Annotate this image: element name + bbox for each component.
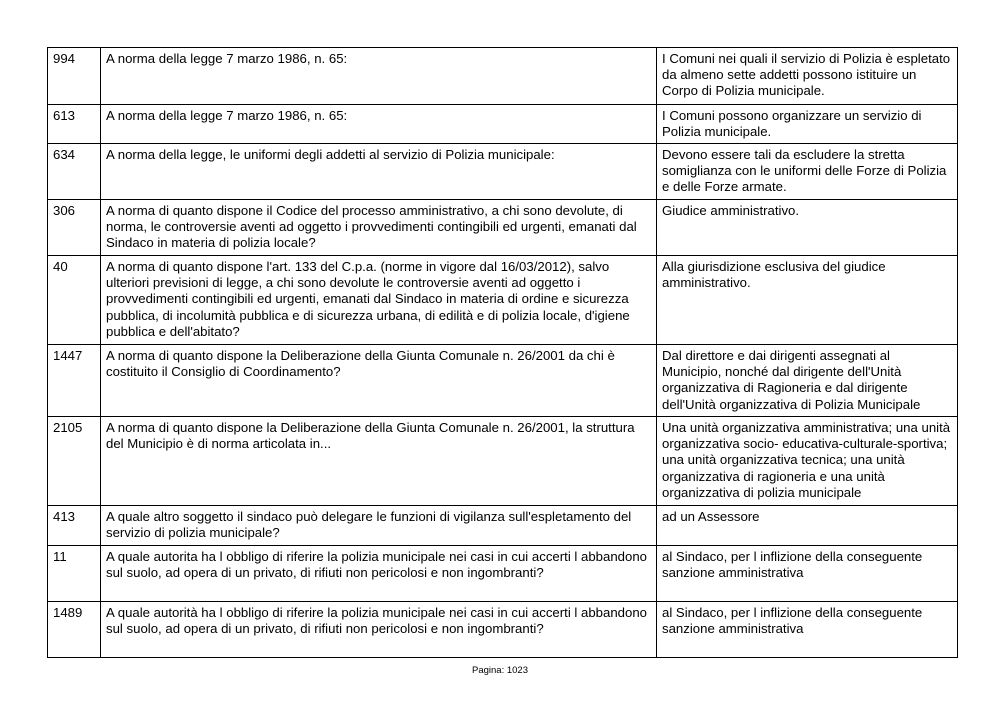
question-id: 613: [48, 105, 101, 144]
table-row: [48, 144, 958, 200]
answer-text: I Comuni possono organizzare un servizio di Polizia municipale.: [657, 105, 958, 144]
answer-text: Giudice amministrativo.: [657, 200, 958, 256]
question-text: A norma di quanto dispone l'art. 133 del C.p.a. (norme in vigore dal 16/03/2012), salvo ulteriori previsioni di legge, a chi sono devolute le controversie aventi ad oggetto i provvedimenti contingibili ed urgenti, emanati dal Sindaco in materia di ordine e sicurezza pubblica, di incolumità pubblica e di sicurezza urbana, di edilità e di polizia locale, d'igiene pubblica e dell'abitato?: [101, 256, 657, 345]
table-row: [48, 345, 958, 417]
question-id: 1447: [48, 345, 101, 417]
table-row: [48, 602, 958, 658]
question-id: 2105: [48, 417, 101, 506]
question-text: A norma della legge 7 marzo 1986, n. 65:: [101, 48, 657, 105]
answer-text: al Sindaco, per l inflizione della conseguente sanzione amministrativa: [657, 546, 958, 602]
question-id: 306: [48, 200, 101, 256]
table-row: [48, 48, 958, 105]
question-id: 413: [48, 506, 101, 546]
table-row: [48, 256, 958, 345]
answer-text: ad un Assessore: [657, 506, 958, 546]
question-table: [47, 47, 958, 658]
question-text: A norma di quanto dispone il Codice del processo amministrativo, a chi sono devolute, di norma, le controversie aventi ad oggetto i provvedimenti contingibili ed urgenti, emanati dal Sindaco in materia di polizia locale?: [101, 200, 657, 256]
question-text: A quale autorita ha l obbligo di riferire la polizia municipale nei casi in cui accerti l abbandono sul suolo, ad opera di un privato, di rifiuti non pericolosi e non ingombranti?: [101, 546, 657, 602]
answer-text: Una unità organizzativa amministrativa; una unità organizzativa socio- educativa-culturale-sportiva; una unità organizzativa tecnica; una unità organizzativa di ragioneria e una unità organizzativa di polizia municipale: [657, 417, 958, 506]
question-text: A quale altro soggetto il sindaco può delegare le funzioni di vigilanza sull'espletamento del servizio di polizia municipale?: [101, 506, 657, 546]
question-text: A norma di quanto dispone la Deliberazione della Giunta Comunale n. 26/2001 da chi è costituito il Consiglio di Coordinamento?: [101, 345, 657, 417]
answer-text: I Comuni nei quali il servizio di Polizia è espletato da almeno sette addetti possono istituire un Corpo di Polizia municipale.: [657, 48, 958, 105]
question-id: 994: [48, 48, 101, 105]
question-text: A norma di quanto dispone la Deliberazione della Giunta Comunale n. 26/2001, la struttura del Municipio è di norma articolata in...: [101, 417, 657, 506]
question-text: A norma della legge, le uniformi degli addetti al servizio di Polizia municipale:: [101, 144, 657, 200]
answer-text: al Sindaco, per l inflizione della conseguente sanzione amministrativa: [657, 602, 958, 658]
question-text: A quale autorità ha l obbligo di riferire la polizia municipale nei casi in cui accerti l abbandono sul suolo, ad opera di un privato, di rifiuti non pericolosi e non ingombranti?: [101, 602, 657, 658]
answer-text: Alla giurisdizione esclusiva del giudice amministrativo.: [657, 256, 958, 345]
table-row: [48, 200, 958, 256]
answer-text: Dal direttore e dai dirigenti assegnati al Municipio, nonché dal dirigente dell'Unità organizzativa di Ragioneria e dal dirigente dell'Unità organizzativa di Polizia Municipale: [657, 345, 958, 417]
page-number: Pagina: 1023: [472, 665, 528, 676]
table-row: [48, 506, 958, 546]
question-text: A norma della legge 7 marzo 1986, n. 65:: [101, 105, 657, 144]
table-row: [48, 546, 958, 602]
question-id: 40: [48, 256, 101, 345]
question-id: 11: [48, 546, 101, 602]
table-row: [48, 105, 958, 144]
question-id: 634: [48, 144, 101, 200]
answer-text: Devono essere tali da escludere la stretta somiglianza con le uniformi delle Forze di Polizia e delle Forze armate.: [657, 144, 958, 200]
table-row: [48, 417, 958, 506]
question-id: 1489: [48, 602, 101, 658]
